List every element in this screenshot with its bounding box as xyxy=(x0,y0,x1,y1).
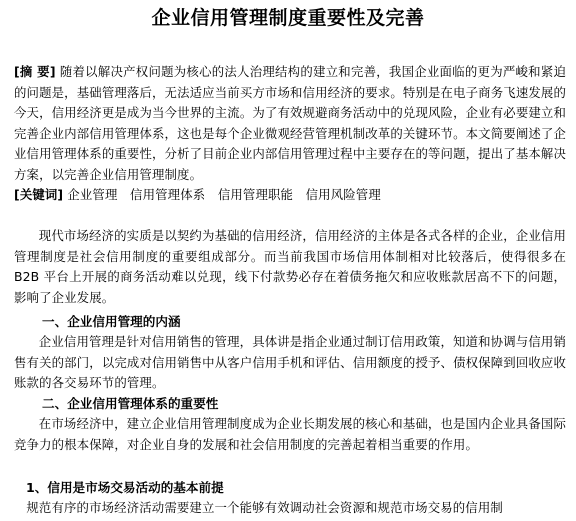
subsection-heading-1: 1、信用是市场交易活动的基本前提 xyxy=(26,480,224,495)
abstract-paragraph xyxy=(14,62,566,185)
keywords-line xyxy=(14,185,566,206)
section-heading-2: 二、企业信用管理体系的重要性 xyxy=(42,396,219,411)
section-paragraph-2: 在市场经济中，建立企业信用管理制度成为企业长期发展的核心和基础，也是国内企业具备国际竞争力的根本保障，对企业自身的发展和社会信用制度的完善起着相当重要的作用。 xyxy=(14,416,566,452)
keywords-label: [关键词] xyxy=(14,187,64,202)
section-paragraph-1: 企业信用管理是针对信用销售的管理，具体讲是指企业通过制订信用政策，知道和协调与信用销售有关的部门，以完成对信用销售中从客户信用手机和评估、信用额度的授予、债权保障到回收应收账款的各交易环节的管理。 xyxy=(14,334,566,390)
keywords-text: 企业管理 信用管理体系 信用管理职能 信用风险管理 xyxy=(67,187,381,202)
subsection-paragraph-1: 规范有序的市场经济活动需要建立一个能够有效调动社会资源和规范市场交易的信用制 xyxy=(26,500,503,515)
abstract-text: 随着以解决产权问题为核心的法人治理结构的建立和完善，我国企业面临的更为严峻和紧迫的问题是，基础管理落后，无法适应当前买方市场和信用经济的要求。特别是在电子商务飞速发展的今天，信用经济更是成为当今世界的主流。为了有效规避商务活动中的兑现风险，企业有必要建立和完善企业内部信用管理体系，这也是每个企业微观经营管理机制改革的关键环节。本文简要阐述了企业信用管理体系的重要性，分析了目前企业内部信用管理过程中主要存在的等问题，提出了基本解决方案，以完善企业信用管理制度。 xyxy=(14,64,567,182)
abstract-label: [摘 要] xyxy=(14,64,56,79)
intro-paragraph: 现代市场经济的实质是以契约为基础的信用经济，信用经济的主体是各式各样的企业，企业信用管理制度是社会信用制度的重要组成部分。而当前我国市场信用体制相对比较落后，使得很多在 B2B 平台上开展的商务活动难以兑现，线下付款势必存在着债务拖欠和应收账款居高不下的问题，影响了企业发展。 xyxy=(14,228,566,305)
section-heading-1: 一、企业信用管理的内涵 xyxy=(42,314,181,329)
document-title: 企业信用管理制度重要性及完善 xyxy=(151,7,425,29)
